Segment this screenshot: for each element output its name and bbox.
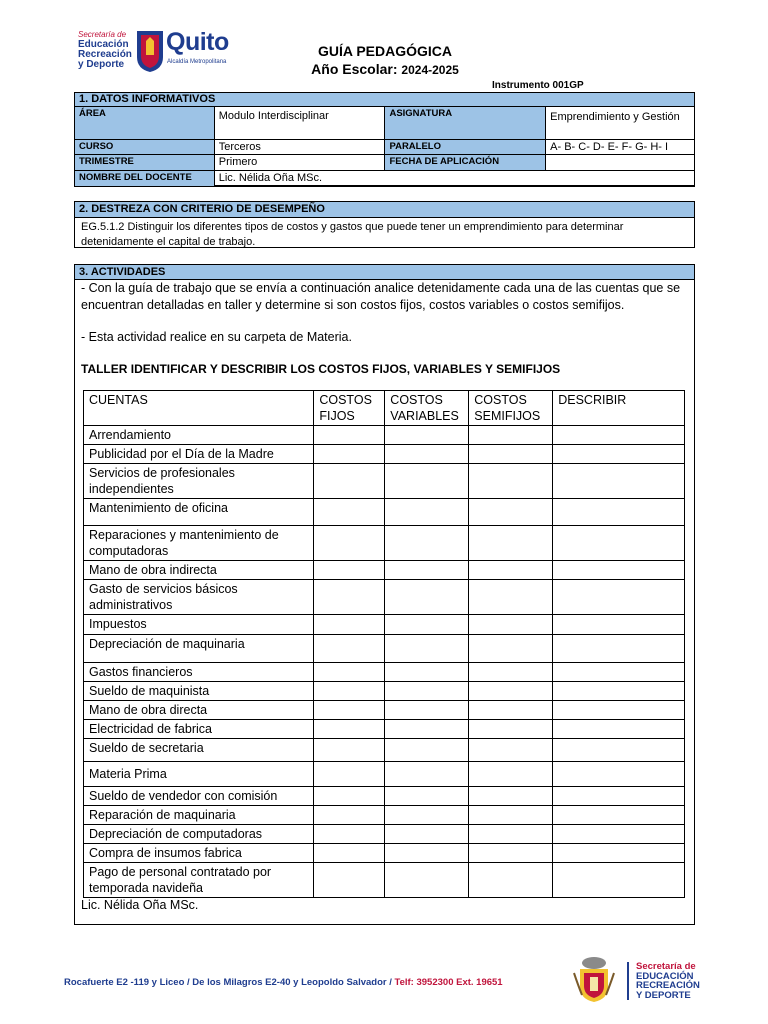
table-row — [84, 682, 685, 701]
table-row — [84, 663, 685, 682]
page-title: GUÍA PEDAGÓGICA — [317, 43, 453, 59]
footer-secretaria-line3: RECREACIÓN — [636, 980, 700, 991]
secretaria-logo-line3: Recreación — [78, 49, 132, 60]
row-account: Pago de personal contratado por temporada navideña — [84, 863, 314, 898]
table-row — [84, 526, 685, 561]
section3-title: 3. ACTIVIDADES — [75, 265, 694, 280]
row-account: Sueldo de maquinista — [84, 682, 314, 701]
trimestre-label: TRIMESTRE — [75, 155, 215, 171]
asignatura-label: ASIGNATURA — [385, 107, 546, 140]
row-account: Depreciación de computadoras — [84, 825, 314, 844]
table-row — [84, 844, 685, 863]
table-row — [84, 561, 685, 580]
section2-title: 2. DESTREZA CON CRITERIO DE DESEMPEÑO — [75, 202, 694, 218]
table-row — [84, 635, 685, 663]
secretaria-logo-line1: Secretaría de — [78, 30, 127, 39]
table-row — [84, 739, 685, 762]
school-year-value: 2024-2025 — [401, 63, 459, 77]
row-account: Gasto de servicios básicos administrativos — [84, 580, 314, 615]
row-account: Publicidad por el Día de la Madre — [84, 445, 314, 464]
table-row — [84, 806, 685, 825]
row-account: Electricidad de fabrica — [84, 720, 314, 739]
col-header-cuentas: CUENTAS — [84, 391, 314, 426]
table-row — [84, 445, 685, 464]
table-row — [84, 720, 685, 739]
footer-secretaria-line1: Secretaría de — [636, 961, 696, 972]
workshop-table — [83, 390, 685, 898]
instruction-1: - Con la guía de trabajo que se envía a continuación analice detenidamente cada una de las cuentas que se encuentran detalladas en taller y determine si son costos fijos, costos variables o costos semifijos. — [81, 281, 681, 312]
row-account: Sueldo de secretaria — [84, 739, 314, 762]
row-account: Servicios de profesionales independientes — [84, 464, 314, 499]
row-account: Materia Prima — [84, 762, 314, 787]
col-header-fijos: COSTOS FIJOS — [314, 391, 385, 426]
footer-secretaria-line4: Y DEPORTE — [636, 989, 691, 1001]
quito-crest-icon — [135, 27, 165, 73]
row-account: Sueldo de vendedor con comisión — [84, 787, 314, 806]
row-account: Reparaciones y mantenimiento de computadoras — [84, 526, 314, 561]
footer-address-text: Rocafuerte E2 -119 y Liceo / De los Milagros E2-40 y Leopoldo Salvador / — [64, 977, 392, 988]
table-row — [84, 787, 685, 806]
row-account: Impuestos — [84, 615, 314, 635]
row-account: Compra de insumos fabrica — [84, 844, 314, 863]
curso-value: Terceros — [214, 140, 385, 155]
curso-label: CURSO — [75, 140, 215, 155]
section-actividades — [74, 264, 695, 925]
docente-label: NOMBRE DEL DOCENTE — [75, 171, 215, 187]
quito-coat-of-arms-icon — [572, 955, 616, 1003]
fecha-label: FECHA DE APLICACIÓN — [385, 155, 546, 171]
row-account: Reparación de maquinaria — [84, 806, 314, 825]
row-account: Mano de obra directa — [84, 701, 314, 720]
school-year-label: Año Escolar: — [311, 61, 398, 77]
footer-address — [64, 977, 503, 988]
quito-logo-subtitle: Alcaldía Metropolitana — [167, 59, 227, 65]
fecha-value — [546, 155, 695, 171]
footer-divider — [627, 962, 629, 1000]
section1-title: 1. DATOS INFORMATIVOS — [75, 93, 694, 107]
destreza-text: EG.5.1.2 Distinguir los diferentes tipos de costos y gastos que puede tener un emprendimiento para determinar detenidamente el capital de trabajo. — [81, 221, 624, 248]
table-row — [84, 863, 685, 898]
table-row — [84, 701, 685, 720]
row-account: Mano de obra indirecta — [84, 561, 314, 580]
row-account: Depreciación de maquinaria — [84, 635, 314, 663]
paralelo-label: PARALELO — [385, 140, 546, 155]
table-row — [84, 464, 685, 499]
row-account: Gastos financieros — [84, 663, 314, 682]
asignatura-value: Emprendimiento y Gestión — [546, 107, 695, 140]
paralelo-value: A- B- C- D- E- F- G- H- I — [546, 140, 695, 155]
section-destreza — [74, 201, 695, 248]
workshop-title: TALLER IDENTIFICAR Y DESCRIBIR LOS COSTOS FIJOS, VARIABLES Y SEMIFIJOS — [81, 362, 561, 376]
table-row — [84, 615, 685, 635]
table-row — [84, 499, 685, 526]
row-account: Mantenimiento de oficina — [84, 499, 314, 526]
secretaria-logo-line2: Educación — [78, 39, 129, 50]
instrument-code: Instrumento 001GP — [492, 80, 584, 91]
datos-table — [74, 106, 695, 187]
row-account: Arrendamiento — [84, 426, 314, 445]
docente-value: Lic. Nélida Oña MSc. — [214, 171, 694, 187]
footer-secretaria-logo — [636, 962, 700, 1000]
quito-logo-text: Quito — [166, 28, 229, 56]
instruction-2: - Esta actividad realice en su carpeta de Materia. — [81, 330, 352, 344]
table-row — [84, 825, 685, 844]
area-value: Modulo Interdisciplinar — [214, 107, 385, 140]
col-header-semifijos: COSTOS SEMIFIJOS — [469, 391, 553, 426]
trimestre-value: Primero — [214, 155, 385, 171]
teacher-signature: Lic. Nélida Oña MSc. — [81, 898, 199, 912]
table-row — [84, 426, 685, 445]
secretaria-logo — [78, 30, 134, 70]
area-label: ÁREA — [75, 107, 215, 140]
secretaria-logo-line4: y Deporte — [78, 59, 125, 70]
col-header-variables: COSTOS VARIABLES — [385, 391, 469, 426]
footer-phone: Telf: 3952300 Ext. 19651 — [394, 977, 503, 988]
section-datos-informativos — [74, 92, 695, 186]
col-header-describir: DESCRIBIR — [553, 391, 685, 426]
footer-secretaria-line2: EDUCACIÓN — [636, 970, 694, 982]
table-row — [84, 762, 685, 787]
table-row — [84, 580, 685, 615]
school-year — [300, 61, 470, 77]
